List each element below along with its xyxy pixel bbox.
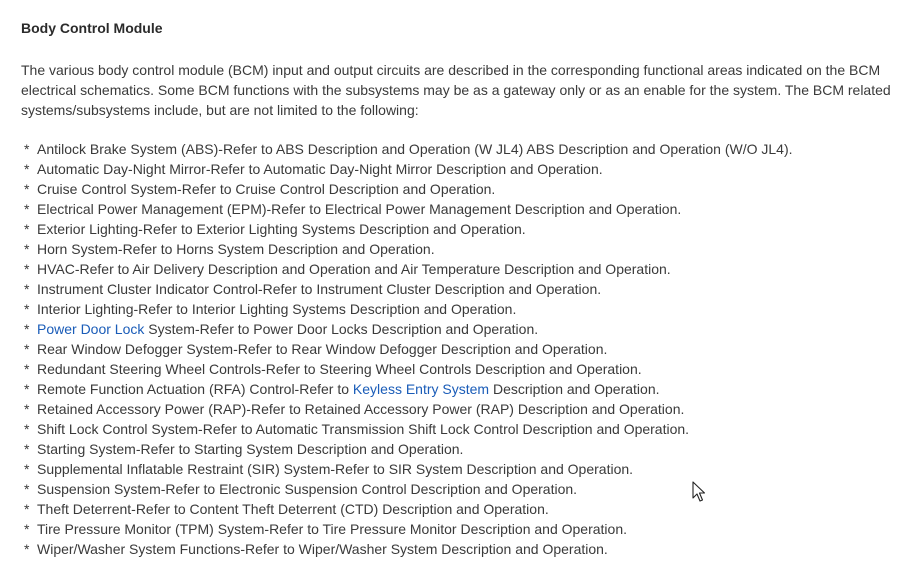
intro-line: electrical schematics. Some BCM functions with the subsystems may be as a gateway only or as an enable for the system. The BCM related	[21, 82, 891, 98]
list-item	[24, 319, 793, 339]
list-item-text: System-Refer to Power Door Locks Description and Operation.	[144, 321, 539, 337]
list-item-text: Rear Window Defogger System-Refer to Rear Window Defogger Description and Operation.	[37, 341, 608, 357]
bullet-marker: *	[24, 481, 30, 497]
list-item	[24, 279, 793, 299]
list-item-text: Wiper/Washer System Functions-Refer to Wiper/Washer System Description and Operation.	[37, 541, 608, 557]
bullet-marker: *	[24, 281, 30, 297]
bullet-marker: *	[24, 501, 30, 517]
page-title: Body Control Module	[21, 20, 163, 36]
list-item-text: HVAC-Refer to Air Delivery Description and Operation and Air Temperature Description and Operation.	[37, 261, 671, 277]
list-item	[24, 519, 793, 539]
bullet-marker: *	[24, 381, 30, 397]
list-item-text: Antilock Brake System (ABS)-Refer to ABS Description and Operation (W JL4) ABS Description and Operation (W/O JL4).	[37, 141, 793, 157]
list-item	[24, 259, 793, 279]
list-item	[24, 199, 793, 219]
list-item-text: Electrical Power Management (EPM)-Refer to Electrical Power Management Description and Operation.	[37, 201, 682, 217]
reference-link[interactable]: Keyless Entry System	[352, 381, 490, 397]
list-item	[24, 179, 793, 199]
bullet-marker: *	[24, 261, 30, 277]
list-item-text: Cruise Control System-Refer to Cruise Control Description and Operation.	[37, 181, 496, 197]
list-item-text: Exterior Lighting-Refer to Exterior Lighting Systems Description and Operation.	[37, 221, 526, 237]
reference-link[interactable]: Power Door Lock	[37, 321, 145, 337]
bullet-marker: *	[24, 141, 30, 157]
list-item	[24, 459, 793, 479]
list-item	[24, 359, 793, 379]
list-item-text: Redundant Steering Wheel Controls-Refer to Steering Wheel Controls Description and Operation.	[37, 361, 642, 377]
intro-line: systems/subsystems include, but are not limited to the following:	[21, 102, 419, 118]
list-item-text: Remote Function Actuation (RFA) Control-Refer to	[37, 381, 353, 397]
intro-line: The various body control module (BCM) input and output circuits are described in the corresponding functional areas indicated on the BCM	[21, 62, 881, 78]
bullet-marker: *	[24, 321, 30, 337]
list-item-text: Automatic Day-Night Mirror-Refer to Automatic Day-Night Mirror Description and Operation.	[37, 161, 603, 177]
list-item	[24, 219, 793, 239]
bullet-marker: *	[24, 181, 30, 197]
bullet-marker: *	[24, 341, 30, 357]
mouse-pointer-icon	[692, 481, 706, 503]
bullet-marker: *	[24, 541, 30, 557]
list-item	[24, 479, 793, 499]
list-item	[24, 399, 793, 419]
list-item-text: Description and Operation.	[489, 381, 660, 397]
list-item-text: Supplemental Inflatable Restraint (SIR) System-Refer to SIR System Description and Operation.	[37, 461, 634, 477]
list-item-text: Shift Lock Control System-Refer to Automatic Transmission Shift Lock Control Description and Operation.	[37, 421, 690, 437]
list-item-text: Horn System-Refer to Horns System Description and Operation.	[37, 241, 435, 257]
list-item	[24, 139, 793, 159]
list-item	[24, 539, 793, 559]
list-item	[24, 339, 793, 359]
list-item	[24, 299, 793, 319]
list-item-text: Suspension System-Refer to Electronic Suspension Control Description and Operation.	[37, 481, 578, 497]
list-item-text: Retained Accessory Power (RAP)-Refer to Retained Accessory Power (RAP) Description and Operation.	[37, 401, 685, 417]
bcm-systems-list	[24, 139, 793, 559]
list-item	[24, 379, 793, 399]
intro-paragraph	[21, 60, 906, 120]
bullet-marker: *	[24, 241, 30, 257]
list-item	[24, 499, 793, 519]
list-item-text: Starting System-Refer to Starting System Description and Operation.	[37, 441, 464, 457]
bullet-marker: *	[24, 201, 30, 217]
bullet-marker: *	[24, 401, 30, 417]
list-item-text: Tire Pressure Monitor (TPM) System-Refer to Tire Pressure Monitor Description and Operation.	[37, 521, 628, 537]
bullet-marker: *	[24, 441, 30, 457]
list-item-text: Instrument Cluster Indicator Control-Refer to Instrument Cluster Description and Operation.	[37, 281, 602, 297]
bullet-marker: *	[24, 301, 30, 317]
bullet-marker: *	[24, 461, 30, 477]
list-item-text: Theft Deterrent-Refer to Content Theft Deterrent (CTD) Description and Operation.	[37, 501, 549, 517]
list-item	[24, 419, 793, 439]
bullet-marker: *	[24, 361, 30, 377]
list-item	[24, 239, 793, 259]
list-item-text: Interior Lighting-Refer to Interior Lighting Systems Description and Operation.	[37, 301, 517, 317]
list-item	[24, 439, 793, 459]
bullet-marker: *	[24, 221, 30, 237]
list-item	[24, 159, 793, 179]
bullet-marker: *	[24, 521, 30, 537]
bullet-marker: *	[24, 161, 30, 177]
bullet-marker: *	[24, 421, 30, 437]
